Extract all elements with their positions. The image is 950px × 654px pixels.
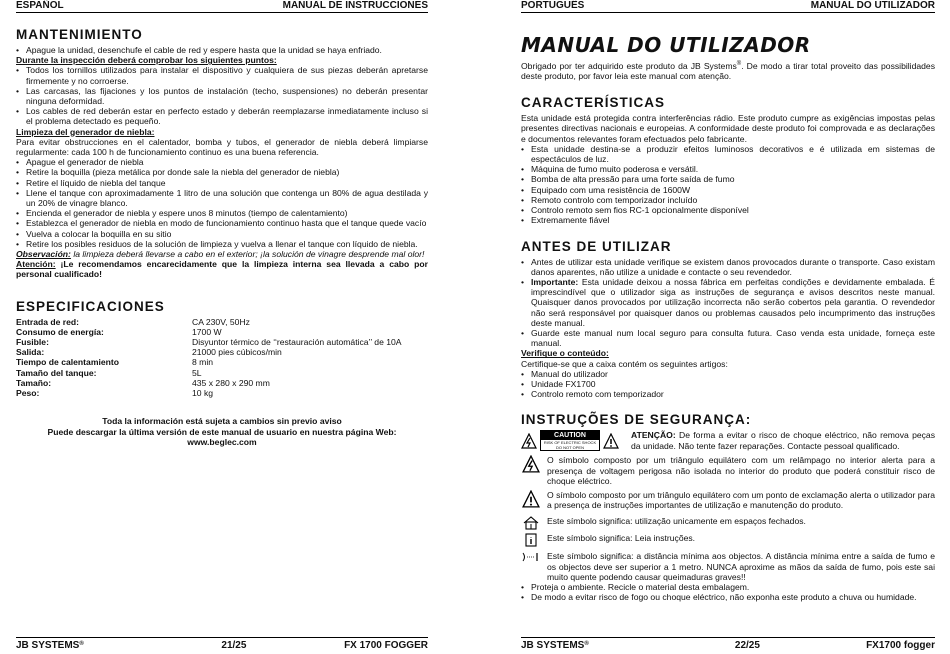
atencao-text: [631, 430, 935, 450]
caution-label: CAUTION: [541, 431, 599, 440]
specs-table: [16, 317, 428, 399]
spec-value: 435 x 280 x 290 mm: [192, 377, 270, 388]
symbol-row: [521, 533, 935, 547]
safety-list: [521, 582, 935, 602]
page-number: 22/25: [734, 640, 760, 651]
brand-name: JB SYSTEMS: [16, 640, 80, 651]
importante-label: Importante:: [531, 276, 579, 287]
list-item: • Retire el líquido de niebla del tanque: [16, 178, 428, 188]
atencion-text: ¡Le recomendamos encarecidamente que la limpieza interna sea llevada a cabo por personal cualificado!: [16, 259, 428, 280]
notice-line: Puede descargar la última versión de este manual de usuario en nuestra página Web:: [47, 426, 397, 437]
atencion-label: Atención:: [16, 259, 56, 270]
header-title: MANUAL DE INSTRUCCIONES: [282, 0, 428, 11]
icon-slot: [521, 551, 541, 563]
list-item: • Controlo remoto sem fios RC-1 opcionalmente disponível: [521, 205, 935, 215]
indoor-use-icon: [523, 516, 539, 530]
section-heading-caracteristicas: CARACTERÍSTICAS: [521, 95, 666, 111]
icon-slot: [521, 490, 541, 508]
icon-slot: [521, 516, 541, 530]
list-item: • Máquina de fumo muito poderosa e versátil.: [521, 164, 935, 174]
caracteristicas-text: Esta unidade está protegida contra interferências rádio. Este produto cumpre as exigências impostas pelas presentes directivas nacionais e europeias. A conformidade deste produto foi comprovada e as declarações e documentos relevantes foram efectuados pelo fabricante.: [521, 113, 935, 144]
intro-text-part: Obrigado por ter adquirido este produto da JB Systems: [521, 60, 737, 71]
spec-key: Tamaño del tanque:: [16, 367, 97, 378]
list-item: • Remoto controlo com temporizador incluído: [521, 195, 935, 205]
list-item: • Unidade FX1700: [521, 379, 935, 389]
list-item: • Retire la boquilla (pieza metálica por donde sale la niebla del generador de niebla): [16, 167, 428, 177]
section-heading-mantenimiento: MANTENIMIENTO: [16, 27, 143, 42]
minimum-distance-icon: [521, 551, 541, 563]
symbol-description: Este símbolo significa: Leia instruções.: [547, 533, 696, 544]
spec-value: 10 kg: [192, 388, 214, 399]
caution-box: [540, 430, 600, 451]
list-item: • Equipado com uma resistência de 1600W: [521, 185, 935, 195]
symbol-description: O símbolo composto por um triângulo equilátero com um relâmpago no interior alerta para a presença de voltagem perigosa não isolada no interior do produto que poderá constituir risco de choque eléctrico.: [547, 455, 935, 486]
notice-block: [16, 416, 428, 447]
spec-value: CA 230V, 50Hz: [192, 316, 250, 327]
lightning-triangle-icon: [521, 433, 537, 449]
list-item: • Encienda el generador de niebla y espere unos 8 minutos (tiempo de calentamiento): [16, 208, 428, 218]
spec-key: Fusible:: [16, 337, 49, 348]
spec-key: Peso:: [16, 388, 40, 399]
verify-text: Certifique-se que a caixa contém os seguintes artigos:: [521, 358, 728, 369]
spec-key: Entrada de red:: [16, 316, 80, 327]
inspection-title: Durante la inspección deberá comprobar los siguientes puntos:: [16, 55, 277, 66]
list-item: • Esta unidade destina-se a produzir efeitos luminosos decorativos e é utilizada em sistemas de espectáculos de luz.: [521, 144, 935, 164]
website-link[interactable]: www.beglec.com: [187, 436, 257, 447]
header-language: PORTUGUÊS: [521, 0, 585, 11]
observacion-label: Observación:: [16, 249, 71, 260]
symbol-description: Este símbolo significa: utilização unicamente em espaços fechados.: [547, 516, 806, 527]
page-footer: [16, 637, 428, 654]
notice-line: Toda la información está sujeta a cambios sin previo aviso: [102, 416, 342, 427]
lightning-triangle-icon: [522, 455, 540, 473]
list-item: • Las carcasas, las fijaciones y los puntos de instalación (techo, suspensiones) no deberán presentar ninguna deformidad.: [16, 86, 428, 106]
cleaning-list: [16, 157, 428, 249]
caution-small-text: RISK OF ELECTRIC SHOCK: [543, 440, 597, 446]
spec-key: Tiempo de calentamiento: [16, 357, 119, 368]
manual-title: MANUAL DO UTILIZADOR: [521, 33, 811, 57]
spec-value: 21000 pies cúbicos/min: [192, 347, 282, 358]
header-title: MANUAL DO UTILIZADOR: [810, 0, 935, 11]
list-item: • Controlo remoto com temporizador: [521, 389, 935, 399]
spec-value: 5L: [192, 367, 202, 378]
list-item: [521, 277, 935, 328]
header-language: ESPAÑOL: [16, 0, 64, 11]
caution-row: [521, 430, 935, 451]
page-number: 21/25: [221, 640, 247, 651]
list-item: • Proteja o ambiente. Recicle o material desta embalagem.: [521, 582, 935, 592]
symbol-row: [521, 490, 935, 510]
caution-label-icon: [521, 430, 625, 451]
footer-model: FX 1700 FOGGER: [344, 640, 428, 651]
registered-mark: ®: [584, 641, 589, 647]
list-item: • Establezca el generador de niebla en modo de funcionamiento continuo hasta que el tanque quede vacío: [16, 218, 428, 228]
list-item: • Retire los posibles residuos de la solución de limpieza y vuelva a llenar el tanque con líquido de niebla.: [16, 239, 428, 249]
atencao-label: ATENÇÃO:: [631, 430, 676, 441]
exclamation-triangle-icon: [522, 490, 540, 508]
read-instructions-icon: [524, 533, 538, 547]
symbol-row: [521, 516, 935, 530]
features-list: [521, 144, 935, 226]
right-page: [521, 0, 935, 654]
icon-slot: [521, 455, 541, 473]
footer-brand: [16, 640, 84, 654]
inspection-list: [16, 65, 428, 126]
verify-list: [521, 369, 935, 400]
page-footer: [521, 637, 935, 654]
cleaning-text: Para evitar obstrucciones en el calentador, bomba y tubos, el generador de niebla deberá limpiarse regularmente: cada 100 h de funcionamiento continuo es una buena referencia.: [16, 136, 428, 158]
list-item: • Guarde este manual num local seguro para consulta futura. Caso venda esta unidade, forneça este manual.: [521, 328, 935, 348]
footer-model: FX1700 fogger: [866, 640, 935, 651]
brand-name: JB SYSTEMS: [521, 640, 585, 651]
spec-value: 1700 W: [192, 326, 222, 337]
left-page: [16, 0, 428, 654]
spec-key: Consumo de energía:: [16, 326, 104, 337]
intro-list: [16, 45, 428, 55]
footer-brand: [521, 640, 589, 654]
caution-small-text: DO NOT OPEN: [556, 445, 584, 451]
page-header: [521, 0, 935, 13]
spec-value: 8 min: [192, 357, 214, 368]
list-item: • De modo a evitar risco de fogo ou choque eléctrico, não exponha este produto a chuva ou humidade.: [521, 592, 935, 602]
list-item: • Todos los tornillos utilizados para instalar el dispositivo y cualquiera de sus piezas deberán apretarse firmemente y no corroerse.: [16, 65, 428, 85]
list-item: • Extremamente fiável: [521, 215, 935, 225]
atencion-note: [16, 259, 428, 279]
list-item: • Los cables de red deberán estar en perfecto estado y deberán reemplazarse inmediatamente incluso si el problema detectado es pequeño.: [16, 106, 428, 126]
registered-mark: ®: [79, 641, 84, 647]
registered-mark: ®: [736, 61, 742, 67]
list-item: • Apague el generador de niebla: [16, 157, 428, 167]
cleaning-title: Limpieza del generador de niebla:: [16, 126, 155, 137]
page-header: [16, 0, 428, 13]
list-item: • Antes de utilizar esta unidade verifique se existem danos provocados durante o transporte. Caso existam danos aparentes, não utilize a unidade e contacte o seu revendedor.: [521, 257, 935, 277]
spec-key: Salida:: [16, 347, 45, 358]
symbol-description: O símbolo composto por um triângulo equilátero com um ponto de exclamação alerta o utilizador para a presença de instruções importantes de utilização e manutenção do produto.: [547, 489, 935, 511]
spec-value: Disyuntor térmico de ‘‘restauración automática’’ de 10A: [192, 337, 402, 348]
list-item: • Llene el tanque con aproximadamente 1 litro de una solución que contenga un 80% de agua destilada y un 20% de vinagre blanco.: [16, 188, 428, 208]
icon-slot: [521, 533, 541, 547]
list-item: • Manual do utilizador: [521, 369, 935, 379]
exclamation-triangle-icon: [603, 433, 619, 449]
list-item: • Vuelva a colocar la boquilla en su sitio: [16, 229, 428, 239]
antes-list: [521, 257, 935, 349]
symbol-description: Este símbolo significa: a distância mínima aos objectos. A distância mínima entre a saída de fumo e os objectos deve ser superior a 1 metro. NUNCA aproxime as mãos da saída de fumo, pois este sai muito quente podendo causar queimaduras graves!!: [547, 551, 935, 582]
observacion-note: [16, 249, 428, 259]
list-item: • Apague la unidad, desenchufe el cable de red y espere hasta que la unidad se haya enfriado.: [16, 45, 428, 55]
symbol-row: [521, 455, 935, 486]
observacion-text: la limpieza deberá llevarse a cabo en el exterior; ¡la solución de vinagre desprende mal olor!: [70, 249, 425, 260]
section-heading-especificaciones: ESPECIFICACIONES: [16, 298, 165, 314]
section-heading-antes: ANTES DE UTILIZAR: [521, 238, 672, 254]
spec-key: Tamaño:: [16, 377, 52, 388]
intro-text: [521, 59, 935, 81]
intro-text-part: . De modo a tirar total proveito das possibilidades deste produto, por favor leia este manual com atenção.: [521, 60, 935, 82]
atencao-body: De forma a evitar o risco de choque eléctrico, não remova peças da unidade. Não tente fazer reparações. Contacte pessoal qualificado.: [631, 430, 935, 451]
verify-title: Verifique o conteúdo:: [521, 348, 609, 359]
symbol-row: [521, 551, 935, 582]
list-item: • Bomba de alta pressão para uma forte saída de fumo: [521, 174, 935, 184]
section-heading-seguranca: INSTRUÇÕES DE SEGURANÇA:: [521, 412, 752, 428]
importante-text: Esta unidade deixou a nossa fábrica em perfeitas condições e devidamente embalada. É imprescindível que o utilizador siga as instruções de segurança e avisos descritos neste manual. Quaisquer danos provocados por utilização incorrecta não serão cobertos pela garantia. O revendedor não será responsável por quaisquer danos ou problemas causados pelo incumprimento das instruções deste manual.: [531, 276, 935, 328]
